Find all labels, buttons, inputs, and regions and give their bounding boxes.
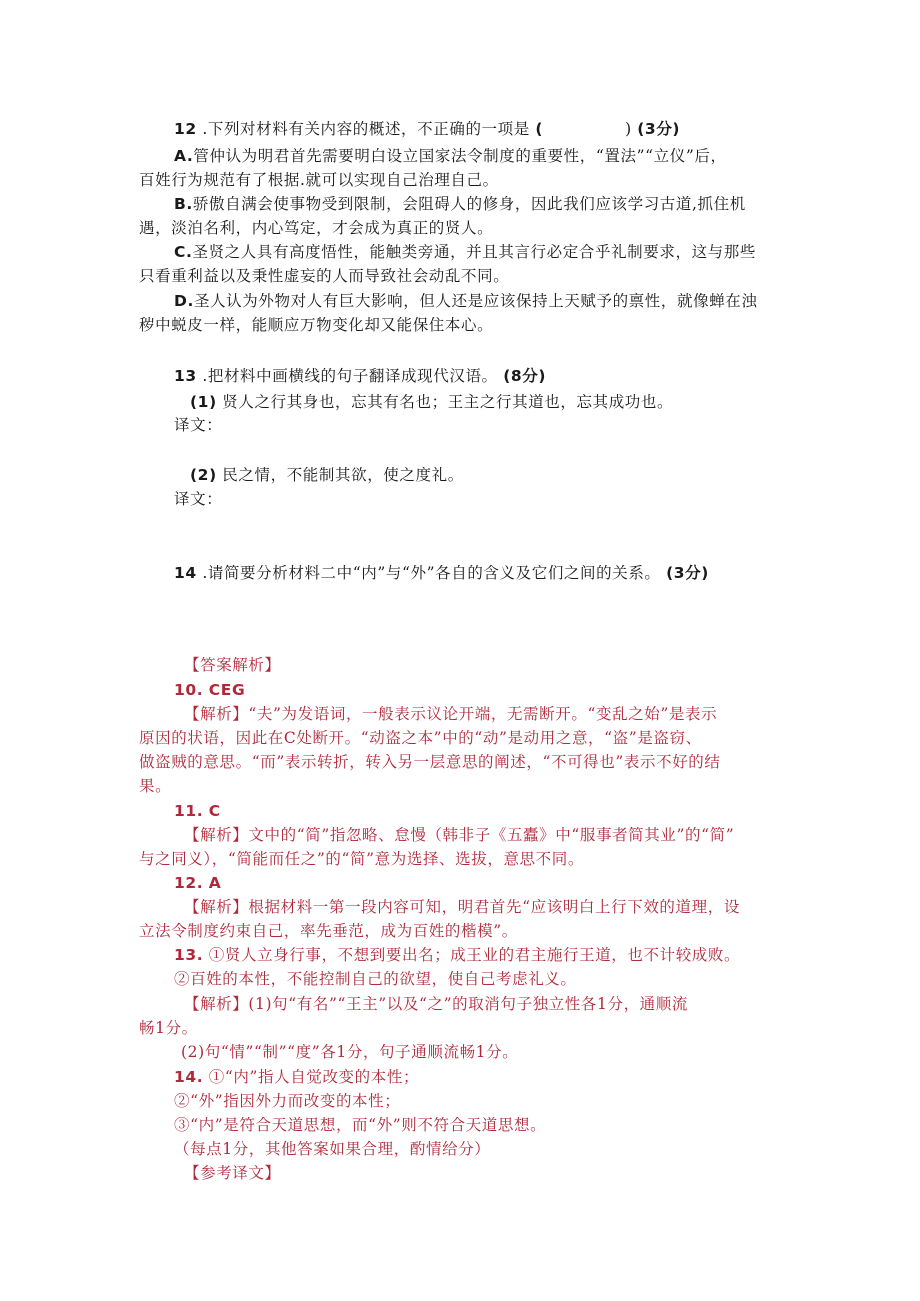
- answer-12-explain-1: 【解析】根据材料一第一段内容可知，明君首先“应该明白上行下效的道理，设: [184, 898, 740, 916]
- option-a-line1: [174, 145, 727, 167]
- option-letter: D.: [174, 292, 194, 310]
- item-number: (1): [190, 393, 217, 411]
- option-text: 管仲认为明君首先需要明白设立国家法令制度的重要性，“置法”“立仪”后，: [193, 147, 727, 165]
- answer-13-explain-1b: 畅1分。: [139, 1019, 198, 1037]
- question-14-stem: [174, 562, 709, 584]
- question-13-number: 13: [174, 367, 197, 385]
- answer-number: 10.: [174, 681, 204, 699]
- translation-label-1: 译文：: [174, 416, 223, 434]
- option-letter: C.: [174, 243, 193, 261]
- question-12-number: 12: [174, 120, 197, 138]
- answer-13-line2: ②百姓的本性，不能控制自己的欲望，使自己考虑礼义。: [174, 970, 577, 988]
- question-13-score: (8分): [503, 367, 547, 385]
- answer-10: [174, 679, 245, 701]
- item-number: (2): [190, 466, 217, 484]
- answer-14-note: （每点1分，其他答案如果合理，酌情给分）: [174, 1140, 491, 1158]
- question-12-stem: [174, 118, 680, 140]
- answer-13-line1: ①贤人立身行事，不想到要出名；成王业的君主施行王道，也不计较成败。: [208, 946, 741, 964]
- question-13-text: .把材料中画横线的句子翻译成现代汉语。: [202, 367, 498, 385]
- answer-10-explain-1: 【解析】“夫”为发语词，一般表示议论开端，无需断开。“变乱之始”是表示: [184, 705, 718, 723]
- answer-blank-open: (: [535, 120, 544, 138]
- item-text: 贤人之行其身也，忘其有名也；王主之行其道也，忘其成功也。: [222, 393, 674, 411]
- question-14-text: .请简要分析材料二中“内”与“外”各自的含义及它们之间的关系。: [202, 564, 661, 582]
- answer-13-explain-1: 【解析】(1)句“有名”“王主”以及“之”的取消句子独立性各1分，通顺流: [184, 995, 688, 1013]
- question-12-score: (3分): [637, 120, 681, 138]
- answer-11-explain-2: 与之同义），“简能而任之”的“简”意为选择、选拔，意思不同。: [139, 850, 584, 868]
- answer-value: A: [208, 874, 222, 892]
- translation-heading: 【参考译文】: [184, 1164, 281, 1182]
- option-text: 圣人认为外物对人有巨大影响，但人还是应该保持上天赋予的禀性，就像蝉在浊: [193, 292, 758, 310]
- question-14-number: 14: [174, 564, 197, 582]
- answer-number: 11.: [174, 802, 204, 820]
- translation-label-2: 译文：: [174, 490, 223, 508]
- answer-number: 14.: [174, 1068, 204, 1086]
- answer-12-explain-2: 立法令制度约束自己，率先垂范，成为百姓的楷模”。: [139, 922, 518, 940]
- answer-10-explain-3: 做盗贼的意思。“而”表示转折，转入另一层意思的阐述，“不可得也”表示不好的结: [139, 753, 721, 771]
- question-12-text: .下列对材料有关内容的概述，不正确的一项是: [202, 120, 530, 138]
- option-text: 圣贤之人具有高度悟性，能触类旁通，并且其言行必定合乎礼制要求，这与那些: [192, 243, 756, 261]
- answer-13: [174, 944, 740, 966]
- answer-value: CEG: [208, 681, 246, 699]
- answer-value: C: [208, 802, 221, 820]
- answer-14: [174, 1066, 419, 1088]
- answer-14-line3: ③“内”是符合天道思想，而“外”则不符合天道思想。: [174, 1116, 547, 1134]
- question-13-item-1: [190, 391, 673, 413]
- option-c-line1: [174, 241, 756, 263]
- answer-10-explain-4: 果。: [139, 777, 172, 795]
- option-text: 骄傲自满会使事物受到限制，会阻碍人的修身，因此我们应该学习古道,抓住机: [192, 195, 746, 213]
- answer-11-explain-1: 【解析】文中的“简”指忽略、怠慢（韩非子《五蠹》中“服事者简其业”的“简”: [184, 826, 735, 844]
- answer-14-line2: ②“外”指因外力而改变的本性；: [174, 1092, 401, 1110]
- question-14-score: (3分): [666, 564, 709, 582]
- option-b-line2: 遇，淡泊名利，内心笃定，才会成为真正的贤人。: [139, 219, 494, 237]
- answer-11: [174, 800, 221, 822]
- answers-heading: 【答案解析】: [184, 656, 281, 674]
- question-13-stem: [174, 365, 546, 387]
- answer-13-explain-2: (2)句“情”“制”“度”各1分，句子通顺流畅1分。: [181, 1043, 519, 1061]
- option-letter: B.: [174, 195, 193, 213]
- item-text: 民之情，不能制其欲，使之度礼。: [222, 466, 464, 484]
- option-b-line1: [174, 193, 746, 215]
- answer-number: 12.: [174, 874, 204, 892]
- answer-blank-close: ): [625, 120, 632, 138]
- option-a-line2: 百姓行为规范有了根据.就可以实现自己治理自己。: [139, 171, 499, 189]
- answer-14-line1: ①“内”指人自觉改变的本性；: [208, 1068, 420, 1086]
- option-c-line2: 只看重利益以及秉性虚妄的人而导致社会动乱不同。: [139, 267, 510, 285]
- option-letter: A.: [174, 147, 194, 165]
- option-d-line2: 秽中蜕皮一样，能顺应万物变化却又能保住本心。: [139, 316, 494, 334]
- question-13-item-2: [190, 464, 464, 486]
- answer-10-explain-2: 原因的状语，因此在C处断开。“动盗之本”中的“动”是动用之意，“盗”是盗窃、: [139, 729, 702, 747]
- option-d-line1: [174, 290, 757, 312]
- answer-12: [174, 872, 221, 894]
- answer-number: 13.: [174, 946, 204, 964]
